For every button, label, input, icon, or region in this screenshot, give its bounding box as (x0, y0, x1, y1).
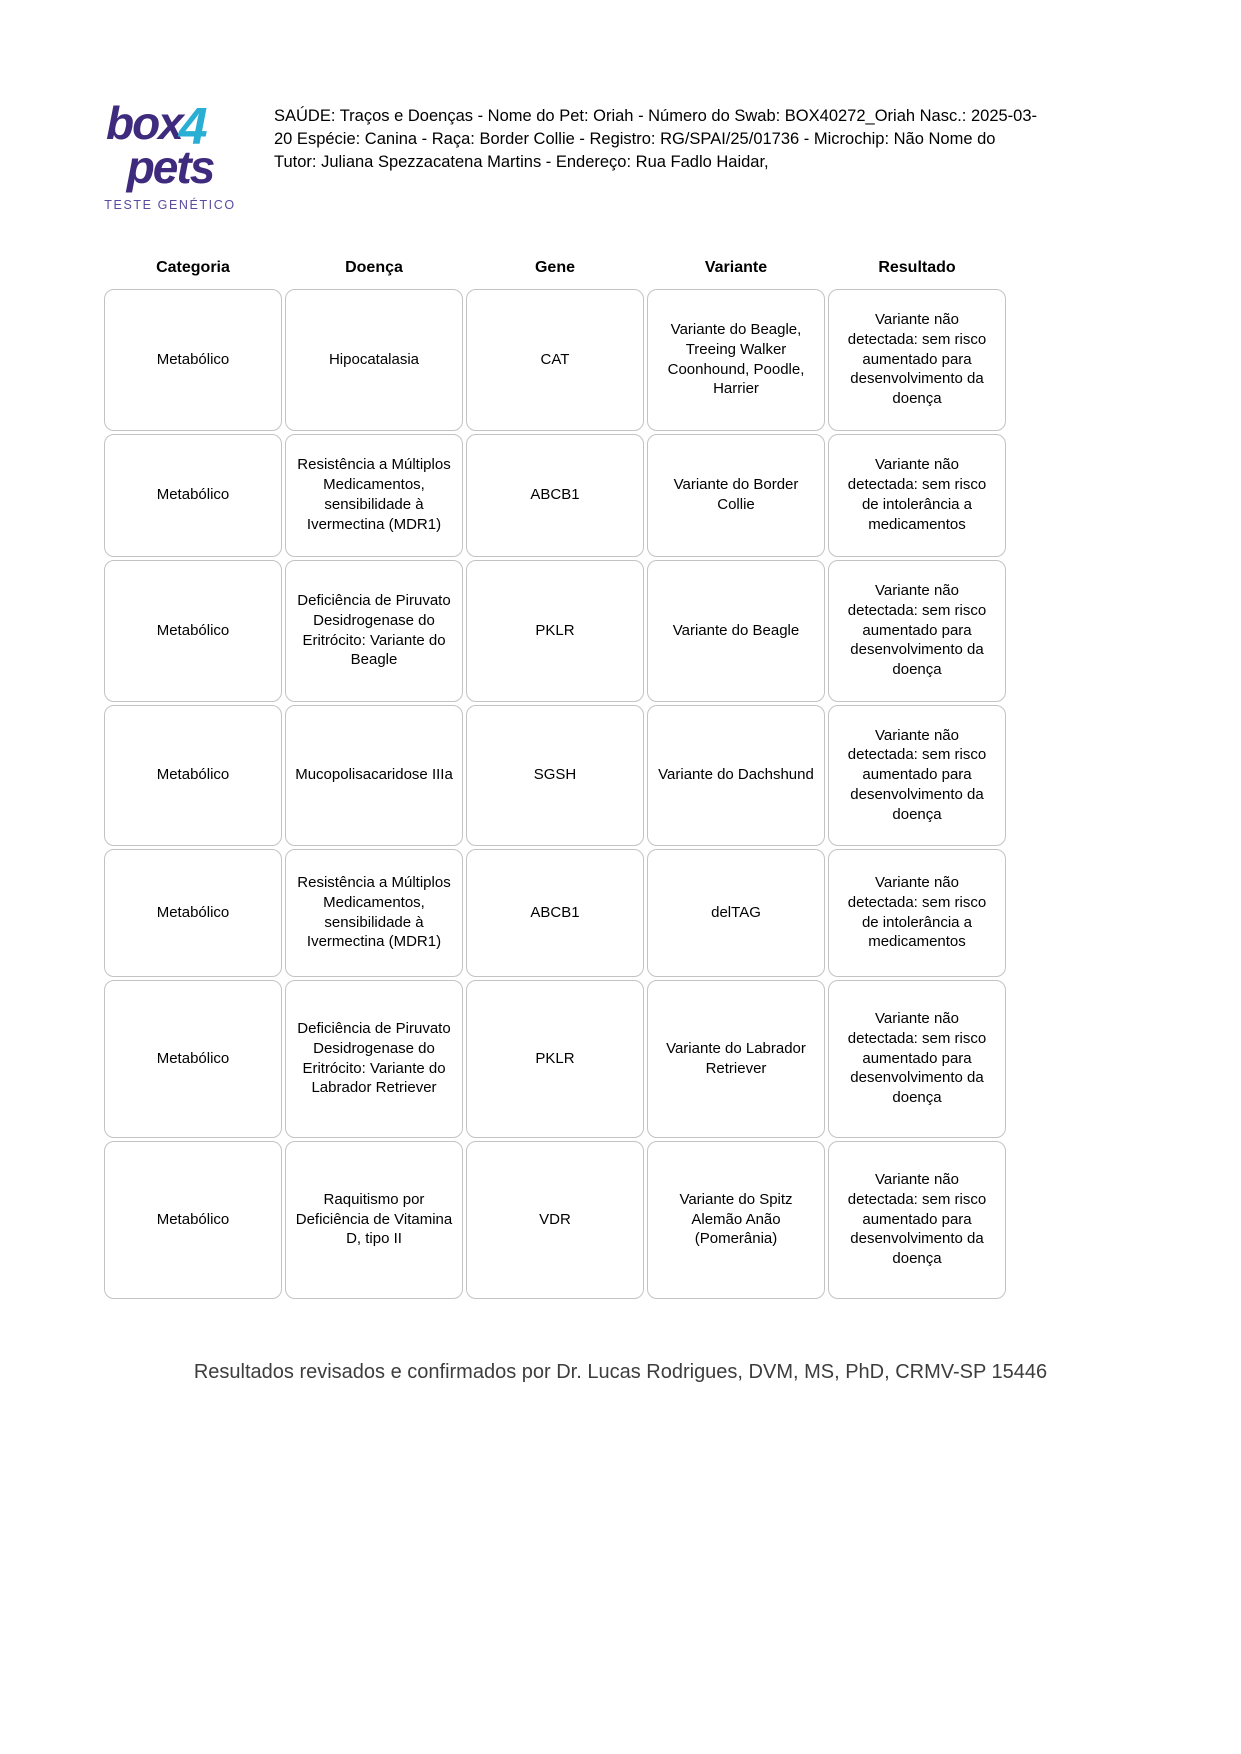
cell-resultado: Variante não detectada: sem risco aumentado para desenvolvimento da doença (828, 560, 1006, 702)
cell-variante: Variante do Spitz Alemão Anão (Pomerânia) (647, 1141, 825, 1299)
column-header-resultado: Resultado (878, 258, 956, 276)
table-row (104, 705, 1006, 846)
cell-variante: Variante do Beagle (647, 560, 825, 702)
logo-tagline: TESTE GENÉTICO (104, 198, 236, 212)
cell-doenca: Hipocatalasia (285, 289, 463, 431)
cell-resultado: Variante não detectada: sem risco aumentado para desenvolvimento da doença (828, 289, 1006, 431)
logo-text-pets: pets (126, 141, 214, 193)
cell-gene: CAT (466, 289, 644, 431)
table-row (104, 289, 1006, 431)
cell-categoria: Metabólico (104, 1141, 282, 1299)
cell-doenca: Deficiência de Piruvato Desidrogenase do Eritrócito: Variante do Labrador Retriever (285, 980, 463, 1138)
reviewer-confirmation-text: Resultados revisados e confirmados por Dr. Lucas Rodrigues, DVM, MS, PhD, CRMV-SP 15446 (193, 1360, 1048, 1383)
cell-gene: VDR (466, 1141, 644, 1299)
logo-text-four: 4 (178, 98, 208, 156)
cell-categoria: Metabólico (104, 289, 282, 431)
cell-doenca: Raquitismo por Deficiência de Vitamina D, tipo II (285, 1141, 463, 1299)
cell-categoria: Metabólico (104, 980, 282, 1138)
cell-categoria: Metabólico (104, 560, 282, 702)
table-row (104, 849, 1006, 977)
cell-variante: Variante do Beagle, Treeing Walker Coonhound, Poodle, Harrier (647, 289, 825, 431)
cell-resultado: Variante não detectada: sem risco aumentado para desenvolvimento da doença (828, 980, 1006, 1138)
table-row (104, 980, 1006, 1138)
table-header-row (104, 259, 1006, 277)
cell-resultado: Variante não detectada: sem risco de intolerância a medicamentos (828, 849, 1006, 977)
cell-variante: Variante do Border Collie (647, 434, 825, 557)
cell-gene: SGSH (466, 705, 644, 846)
cell-doenca: Mucopolisacaridose IIIa (285, 705, 463, 846)
cell-doenca: Resistência a Múltiplos Medicamentos, sensibilidade à Ivermectina (MDR1) (285, 849, 463, 977)
table-row (104, 1141, 1006, 1299)
column-header-variante: Variante (704, 258, 768, 276)
column-header-categoria: Categoria (156, 258, 230, 276)
cell-categoria: Metabólico (104, 434, 282, 557)
cell-resultado: Variante não detectada: sem risco aumentado para desenvolvimento da doença (828, 705, 1006, 846)
cell-variante: Variante do Dachshund (647, 705, 825, 846)
cell-variante: Variante do Labrador Retriever (647, 980, 825, 1138)
cell-doenca: Deficiência de Piruvato Desidrogenase do Eritrócito: Variante do Beagle (285, 560, 463, 702)
column-header-doenca: Doença (345, 258, 403, 276)
table-row (104, 560, 1006, 702)
cell-gene: PKLR (466, 980, 644, 1138)
box4pets-logo (100, 96, 240, 212)
logo-text-box: box (106, 97, 182, 149)
cell-gene: PKLR (466, 560, 644, 702)
report-header (0, 0, 1241, 212)
cell-resultado: Variante não detectada: sem risco de intolerância a medicamentos (828, 434, 1006, 557)
report-summary-text: SAÚDE: Traços e Doenças - Nome do Pet: Oriah - Número do Swab: BOX40272_Oriah Nasc.: 2025-03-20 Espécie: Canina - Raça: Border Collie - Registro: RG/SPAI/25/01736 - Microchip: Não Nome do Tutor: Juliana Spezzacatena Martins - Endereço: Rua Fadlo Haidar, (274, 107, 1038, 171)
cell-variante: delTAG (647, 849, 825, 977)
cell-doenca: Resistência a Múltiplos Medicamentos, sensibilidade à Ivermectina (MDR1) (285, 434, 463, 557)
cell-resultado: Variante não detectada: sem risco aumentado para desenvolvimento da doença (828, 1141, 1006, 1299)
table-row (104, 434, 1006, 557)
cell-categoria: Metabólico (104, 705, 282, 846)
cell-gene: ABCB1 (466, 434, 644, 557)
cell-gene: ABCB1 (466, 849, 644, 977)
results-table (104, 259, 1006, 1299)
column-header-gene: Gene (534, 258, 575, 276)
cell-categoria: Metabólico (104, 849, 282, 977)
